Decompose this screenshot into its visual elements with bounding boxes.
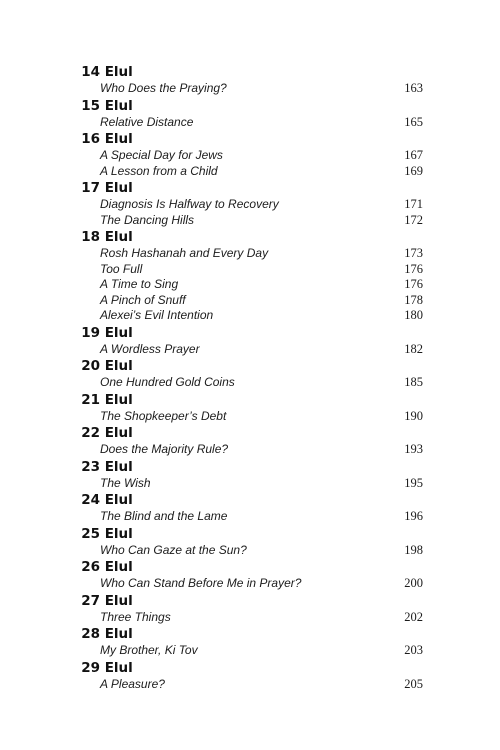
- section-heading: [78, 558, 423, 576]
- entry-page-number: 172: [404, 212, 423, 227]
- section-day-number: 15: [81, 97, 100, 114]
- section-entries: [78, 476, 423, 492]
- section-heading: [78, 130, 423, 148]
- toc-section: [78, 324, 423, 358]
- toc-section: [78, 391, 423, 425]
- toc-entry[interactable]: [100, 576, 423, 592]
- section-entries: [78, 576, 423, 592]
- section-heading: [78, 324, 423, 342]
- toc-entry[interactable]: [100, 643, 423, 659]
- section-entries: [78, 115, 423, 131]
- section-day-number: 18: [81, 229, 100, 245]
- toc-section: [78, 179, 423, 228]
- entry-page-number: 167: [404, 148, 423, 162]
- section-heading: [78, 659, 423, 677]
- toc-entry[interactable]: [100, 115, 423, 131]
- entry-page-number: 169: [404, 163, 423, 178]
- section-month: Elul: [104, 626, 133, 642]
- toc-entry[interactable]: [100, 213, 423, 229]
- toc-section: [78, 458, 423, 492]
- section-entries: [78, 543, 423, 559]
- toc-entry[interactable]: [100, 509, 423, 525]
- section-month: Elul: [104, 525, 133, 542]
- entry-page-number: 165: [404, 114, 423, 129]
- entry-page-number: 163: [404, 81, 423, 95]
- toc-section: [78, 558, 423, 592]
- toc-entry[interactable]: [100, 677, 423, 693]
- section-entries: [78, 246, 423, 324]
- entry-title: Who Can Gaze at the Sun?: [100, 542, 247, 557]
- toc-entry[interactable]: [100, 308, 423, 324]
- entry-title: Alexei’s Evil Intention: [100, 308, 214, 322]
- section-day-number: 25: [81, 525, 100, 542]
- section-month: Elul: [104, 180, 133, 196]
- entry-title: One Hundred Gold Coins: [100, 375, 235, 389]
- entry-page-number: 180: [404, 308, 423, 322]
- entry-page-number: 173: [404, 246, 423, 260]
- entry-page-number: 195: [404, 475, 423, 490]
- entry-page-number: 202: [404, 609, 423, 624]
- section-day-number: 16: [81, 131, 100, 147]
- section-entries: [78, 375, 423, 391]
- entry-page-number: 196: [404, 509, 423, 523]
- section-heading: [78, 228, 423, 246]
- entry-title: My Brother, Ki Tov: [100, 643, 198, 657]
- toc-section: [78, 525, 423, 559]
- section-month: Elul: [104, 97, 133, 114]
- toc-section: [78, 659, 423, 693]
- section-month: Elul: [104, 659, 133, 676]
- toc-section: [78, 625, 423, 659]
- section-heading: [78, 391, 423, 409]
- entry-title: Too Full: [100, 261, 143, 276]
- entry-page-number: 198: [404, 542, 423, 557]
- entry-page-number: 171: [404, 197, 423, 211]
- section-month: Elul: [104, 592, 133, 609]
- section-day-number: 22: [81, 425, 100, 441]
- section-heading: [78, 63, 423, 81]
- section-heading: [78, 625, 423, 643]
- entry-title: Who Can Stand Before Me in Prayer?: [100, 576, 302, 590]
- entry-title: Rosh Hashanah and Every Day: [100, 246, 269, 260]
- toc-entry[interactable]: [100, 262, 423, 278]
- entry-title: Relative Distance: [100, 114, 194, 129]
- entry-page-number: 178: [404, 292, 423, 307]
- toc-section: [78, 424, 423, 458]
- section-heading: [78, 424, 423, 442]
- section-month: Elul: [104, 425, 133, 441]
- toc-entry[interactable]: [100, 442, 423, 458]
- section-month: Elul: [104, 559, 133, 575]
- section-month: Elul: [104, 358, 133, 374]
- section-month: Elul: [104, 229, 133, 245]
- section-heading: [78, 592, 423, 610]
- section-month: Elul: [104, 131, 133, 147]
- toc-entry[interactable]: [100, 81, 423, 97]
- section-entries: [78, 643, 423, 659]
- entry-title: Diagnosis Is Halfway to Recovery: [100, 197, 279, 211]
- section-day-number: 21: [81, 391, 100, 408]
- section-day-number: 28: [81, 626, 100, 642]
- toc-entry[interactable]: [100, 375, 423, 391]
- toc-section: [78, 228, 423, 324]
- entry-page-number: 200: [404, 576, 423, 590]
- section-heading: [78, 458, 423, 476]
- toc-section: [78, 357, 423, 391]
- entry-page-number: 193: [404, 442, 423, 456]
- entry-title: The Blind and the Lame: [100, 509, 228, 523]
- toc-section: [78, 592, 423, 626]
- entry-page-number: 185: [404, 375, 423, 389]
- entry-page-number: 182: [404, 341, 423, 356]
- section-day-number: 24: [81, 492, 100, 508]
- entry-title: The Shopkeeper’s Debt: [100, 408, 227, 423]
- section-heading: [78, 97, 423, 115]
- entry-page-number: 205: [404, 676, 423, 691]
- toc-section: [78, 130, 423, 179]
- section-entries: [78, 509, 423, 525]
- toc-entry[interactable]: [100, 543, 423, 559]
- toc-entry[interactable]: [100, 409, 423, 425]
- section-day-number: 29: [81, 659, 100, 676]
- entry-title: Does the Majority Rule?: [100, 442, 229, 456]
- entry-page-number: 190: [404, 408, 423, 423]
- entry-title: A Wordless Prayer: [100, 341, 200, 356]
- entry-title: A Pleasure?: [100, 676, 165, 691]
- section-month: Elul: [104, 64, 133, 80]
- section-heading: [78, 525, 423, 543]
- section-day-number: 19: [81, 324, 100, 341]
- toc-entry[interactable]: [100, 277, 423, 293]
- toc-entry[interactable]: [100, 197, 423, 213]
- section-entries: [78, 442, 423, 458]
- section-entries: [78, 342, 423, 358]
- section-month: Elul: [104, 391, 133, 408]
- section-month: Elul: [104, 324, 133, 341]
- section-heading: [78, 357, 423, 375]
- toc-section: [78, 63, 423, 97]
- toc-entry[interactable]: [100, 476, 423, 492]
- entry-title: A Special Day for Jews: [100, 148, 223, 162]
- section-day-number: 27: [81, 592, 100, 609]
- entry-title: Three Things: [100, 609, 171, 624]
- entry-page-number: 176: [404, 277, 423, 291]
- section-day-number: 17: [81, 180, 100, 196]
- entry-title: A Pinch of Snuff: [100, 292, 186, 307]
- section-month: Elul: [104, 492, 133, 508]
- section-day-number: 23: [81, 458, 100, 475]
- toc-entry[interactable]: [100, 148, 423, 164]
- section-heading: [78, 491, 423, 509]
- entry-title: The Wish: [100, 475, 151, 490]
- section-day-number: 20: [81, 358, 100, 374]
- toc-entry[interactable]: [100, 246, 423, 262]
- toc-entry[interactable]: [100, 342, 423, 358]
- table-of-contents: [78, 63, 423, 692]
- section-day-number: 26: [81, 559, 100, 575]
- section-entries: [78, 409, 423, 425]
- section-entries: [78, 81, 423, 97]
- section-month: Elul: [104, 458, 133, 475]
- toc-section: [78, 97, 423, 131]
- toc-entry[interactable]: [100, 164, 423, 180]
- toc-entry[interactable]: [100, 610, 423, 626]
- section-entries: [78, 610, 423, 626]
- section-entries: [78, 197, 423, 228]
- section-day-number: 14: [81, 64, 100, 80]
- entry-page-number: 176: [404, 261, 423, 276]
- toc-entry[interactable]: [100, 293, 423, 309]
- entry-title: The Dancing Hills: [100, 212, 195, 227]
- entry-title: Who Does the Praying?: [100, 81, 227, 95]
- entry-title: A Lesson from a Child: [100, 163, 218, 178]
- entry-page-number: 203: [404, 643, 423, 657]
- entry-title: A Time to Sing: [100, 277, 179, 291]
- toc-section: [78, 491, 423, 525]
- section-heading: [78, 179, 423, 197]
- section-entries: [78, 148, 423, 179]
- section-entries: [78, 677, 423, 693]
